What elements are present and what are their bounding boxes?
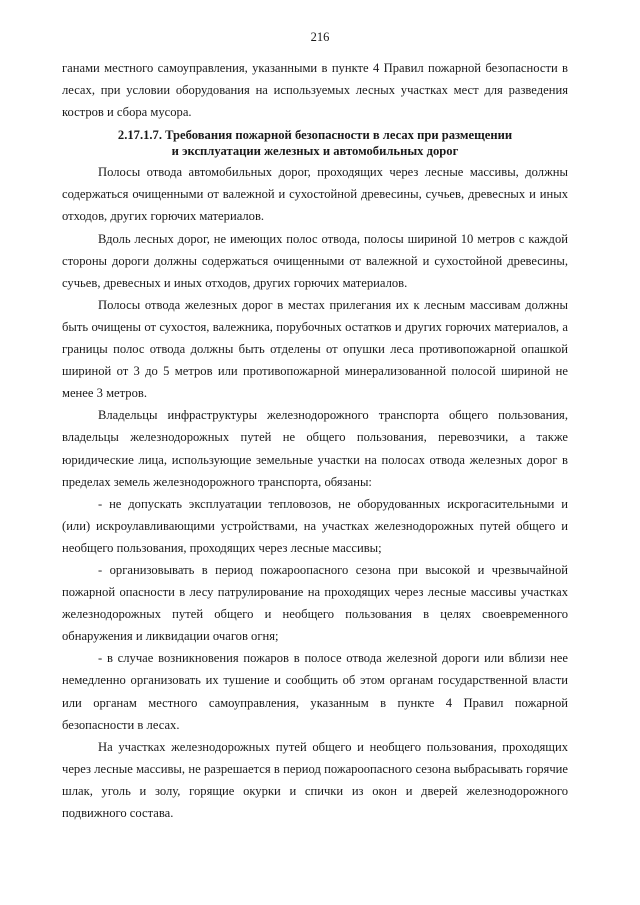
section-heading-line-2: и эксплуатации железных и автомобильных дорог [171, 143, 459, 158]
section-heading [62, 128, 568, 159]
page-content [62, 57, 568, 824]
list-item-fire-response: - в случае возникновения пожаров в полосе отвода железной дороги или вблизи нее немедленно организовать их тушение и сообщить об этом органам государственной власти или органам местного самоуправления, указанным в пункте 4 Правил пожарной безопасности в лесах. [62, 651, 568, 732]
list-item-locomotives: - не допускать эксплуатации тепловозов, не оборудованных искрогасительными и (или) искроулавливающими устройствами, на участках железнодорожных путей общего и необщего пользования, проходящих через лесные массивы; [62, 496, 568, 555]
paragraph-railway-clearance: Полосы отвода железных дорог в местах прилегания их к лесным массивам должны быть очищены от сухостоя, валежника, порубочных остатков и других горючих материалов, а границы полос отвода должны быть отделены от опушки леса противопожарной опашкой шириной от 3 до 5 метров или противопожарной минерализованной полосой шириной не менее 3 метров. [62, 297, 568, 401]
paragraph-railway-owners: Владельцы инфраструктуры железнодорожного транспорта общего пользования, владельцы железнодорожных путей не общего пользования, перевозчики, а также юридические лица, использующие земельные участки на полосах отвода железных дорог в пределах земель железнодорожного транспорта, обязаны: [62, 408, 568, 489]
paragraph-forest-roads: Вдоль лесных дорог, не имеющих полос отвода, полосы шириной 10 метров с каждой стороны дороги должны содержаться очищенными от валежной и сухостойной древесины, сучьев, древесных и иных отходов, других горючих материалов. [62, 231, 568, 290]
section-heading-line-1: 2.17.1.7. Требования пожарной безопасности в лесах при размещении [117, 128, 513, 143]
paragraph-prohibitions: На участках железнодорожных путей общего и необщего пользования, проходящих через лесные массивы, не разрешается в период пожароопасного сезона выбрасывать горячие шлак, уголь и золу, горящие окурки и спички из окон и дверей железнодорожного подвижного состава. [62, 739, 568, 820]
paragraph-road-clearance: Полосы отвода автомобильных дорог, проходящих через лесные массивы, должны содержаться очищенными от валежной и сухостойной древесины, сучьев, древесных и иных отходов, других горючих материалов. [62, 165, 568, 224]
continuation-paragraph: ганами местного самоуправления, указанными в пункте 4 Правил пожарной безопасности в лесах, при условии оборудования на используемых лесных участках мест для разведения костров и сбора мусора. [62, 61, 568, 120]
list-item-patrolling: - организовывать в период пожароопасного сезона при высокой и чрезвычайной пожарной опасности в лесу патрулирование на проходящих через лесные массивы участках железнодорожных путей общего и необщего пользования в целях своевременного обнаружения и ликвидации очагов огня; [62, 562, 568, 644]
page-number: 216 [310, 30, 330, 44]
